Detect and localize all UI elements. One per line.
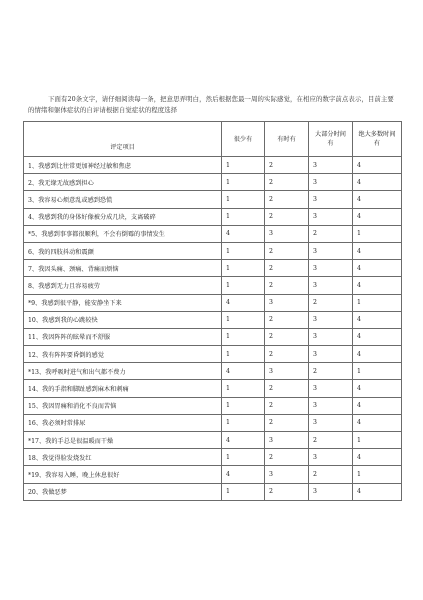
- score-most-time: 3: [309, 260, 353, 277]
- score-almost-always: 1: [353, 432, 402, 449]
- score-rarely: 1: [222, 346, 265, 363]
- table-row: [24, 363, 402, 380]
- score-rarely: 1: [222, 483, 265, 500]
- score-sometimes: 2: [265, 208, 309, 225]
- score-sometimes: 2: [265, 380, 309, 397]
- item-text: *19、我容易入睡，晚上休息很好: [24, 466, 222, 483]
- score-almost-always: 1: [353, 225, 402, 242]
- header-sometimes: 有时有: [265, 122, 309, 157]
- score-rarely: 1: [222, 449, 265, 466]
- score-rarely: 1: [222, 208, 265, 225]
- score-sometimes: 3: [265, 432, 309, 449]
- item-text: *13、我呼吸时进气和出气都不费力: [24, 363, 222, 380]
- score-almost-always: 4: [353, 260, 402, 277]
- score-almost-always: 4: [353, 328, 402, 345]
- score-almost-always: 4: [353, 397, 402, 414]
- score-rarely: 1: [222, 174, 265, 191]
- table-row: [24, 157, 402, 174]
- item-text: 1、我感到比往常更加神经过敏和焦虑: [24, 157, 222, 174]
- item-text: 2、我无缘无故感到担心: [24, 174, 222, 191]
- score-rarely: 1: [222, 311, 265, 328]
- item-text: 14、我的手指和脚趾感到麻木和刺痛: [24, 380, 222, 397]
- item-text: *9、我感到很平静，能安静坐下来: [24, 294, 222, 311]
- score-most-time: 2: [309, 432, 353, 449]
- table-row: [24, 483, 402, 500]
- score-most-time: 2: [309, 294, 353, 311]
- score-almost-always: 4: [353, 174, 402, 191]
- score-most-time: 2: [309, 363, 353, 380]
- item-text: 16、我必须时常排尿: [24, 414, 222, 431]
- item-text: 18、我觉得脸发烧发红: [24, 449, 222, 466]
- score-almost-always: 4: [353, 242, 402, 259]
- score-sometimes: 2: [265, 414, 309, 431]
- score-almost-always: 1: [353, 294, 402, 311]
- item-text: 8、我感到无力且容易疲劳: [24, 277, 222, 294]
- score-almost-always: 4: [353, 311, 402, 328]
- table-row: [24, 414, 402, 431]
- item-text: 15、我因胃痛和消化不良而苦恼: [24, 397, 222, 414]
- instructions-paragraph: 下面有20条文字，请仔细阅读每一条，把意思弄明白，然后根据您最一周的实际感觉，在相应的数字前点表示，目前主要的情绪和躯体症状的自评请根据自觉症状的程度选择: [28, 95, 394, 115]
- score-most-time: 3: [309, 328, 353, 345]
- score-rarely: 1: [222, 260, 265, 277]
- score-sometimes: 2: [265, 174, 309, 191]
- score-rarely: 1: [222, 242, 265, 259]
- table-body: [24, 157, 402, 501]
- score-most-time: 3: [309, 277, 353, 294]
- item-text: 12、我有阵阵要昏倒的感觉: [24, 346, 222, 363]
- score-almost-always: 4: [353, 380, 402, 397]
- item-text: 6、我的四肢抖动和震颤: [24, 242, 222, 259]
- score-almost-always: 4: [353, 277, 402, 294]
- score-sometimes: 2: [265, 483, 309, 500]
- score-sometimes: 2: [265, 328, 309, 345]
- table-row: [24, 225, 402, 242]
- score-most-time: 3: [309, 174, 353, 191]
- score-sometimes: 2: [265, 191, 309, 208]
- score-rarely: 1: [222, 277, 265, 294]
- score-almost-always: 4: [353, 449, 402, 466]
- score-sometimes: 2: [265, 449, 309, 466]
- score-almost-always: 4: [353, 157, 402, 174]
- score-most-time: 3: [309, 380, 353, 397]
- score-rarely: 1: [222, 191, 265, 208]
- score-most-time: 3: [309, 449, 353, 466]
- score-most-time: 3: [309, 157, 353, 174]
- header-rarely: 很少有: [222, 122, 265, 157]
- table-row: [24, 397, 402, 414]
- score-almost-always: 1: [353, 363, 402, 380]
- table-row: [24, 277, 402, 294]
- score-almost-always: 4: [353, 483, 402, 500]
- score-rarely: 1: [222, 157, 265, 174]
- score-sometimes: 2: [265, 157, 309, 174]
- table-row: [24, 328, 402, 345]
- score-most-time: 3: [309, 414, 353, 431]
- table-row: [24, 449, 402, 466]
- score-rarely: 1: [222, 397, 265, 414]
- item-text: 4、我感到我的身体好像被分成几块，支离破碎: [24, 208, 222, 225]
- score-sometimes: 2: [265, 242, 309, 259]
- score-sometimes: 3: [265, 466, 309, 483]
- header-almost-always: 绝大多数时间有: [353, 122, 402, 157]
- score-sometimes: 2: [265, 346, 309, 363]
- score-most-time: 3: [309, 208, 353, 225]
- score-most-time: 3: [309, 191, 353, 208]
- score-rarely: 4: [222, 363, 265, 380]
- score-sometimes: 2: [265, 397, 309, 414]
- score-rarely: 4: [222, 466, 265, 483]
- header-most-time: 大部分时间有: [309, 122, 353, 157]
- table-row: [24, 208, 402, 225]
- item-text: 7、我因头痛、颈痛、背痛而烦恼: [24, 260, 222, 277]
- score-sometimes: 2: [265, 311, 309, 328]
- score-sometimes: 3: [265, 225, 309, 242]
- score-almost-always: 4: [353, 191, 402, 208]
- item-text: *5、我感到事事都很顺利，不会有倒霉的事情发生: [24, 225, 222, 242]
- score-sometimes: 2: [265, 277, 309, 294]
- table-row: [24, 432, 402, 449]
- header-item: 评定项目: [24, 122, 222, 157]
- item-text: 20、我做恶梦: [24, 483, 222, 500]
- score-rarely: 1: [222, 414, 265, 431]
- score-rarely: 4: [222, 225, 265, 242]
- item-text: 10、我感到我的心跳较快: [24, 311, 222, 328]
- self-rating-table: [23, 121, 402, 501]
- score-most-time: 2: [309, 466, 353, 483]
- score-most-time: 3: [309, 242, 353, 259]
- score-most-time: 3: [309, 346, 353, 363]
- table-row: [24, 346, 402, 363]
- score-rarely: 1: [222, 380, 265, 397]
- table-row: [24, 174, 402, 191]
- score-almost-always: 4: [353, 346, 402, 363]
- table-header-row: [24, 122, 402, 157]
- score-sometimes: 2: [265, 260, 309, 277]
- item-text: 3、我容易心烦意乱或感到恐慌: [24, 191, 222, 208]
- table-row: [24, 242, 402, 259]
- score-almost-always: 4: [353, 208, 402, 225]
- table-row: [24, 466, 402, 483]
- table-row: [24, 294, 402, 311]
- score-most-time: 3: [309, 397, 353, 414]
- score-rarely: 4: [222, 294, 265, 311]
- score-most-time: 2: [309, 225, 353, 242]
- item-text: 11、我因阵阵的眩晕而不舒服: [24, 328, 222, 345]
- table-row: [24, 311, 402, 328]
- score-most-time: 3: [309, 311, 353, 328]
- table-row: [24, 191, 402, 208]
- score-most-time: 3: [309, 483, 353, 500]
- score-rarely: 4: [222, 432, 265, 449]
- item-text: *17、我的手总是很温暖而干燥: [24, 432, 222, 449]
- score-almost-always: 4: [353, 414, 402, 431]
- table-row: [24, 260, 402, 277]
- table-row: [24, 380, 402, 397]
- score-sometimes: 3: [265, 363, 309, 380]
- score-sometimes: 3: [265, 294, 309, 311]
- score-rarely: 1: [222, 328, 265, 345]
- score-almost-always: 1: [353, 466, 402, 483]
